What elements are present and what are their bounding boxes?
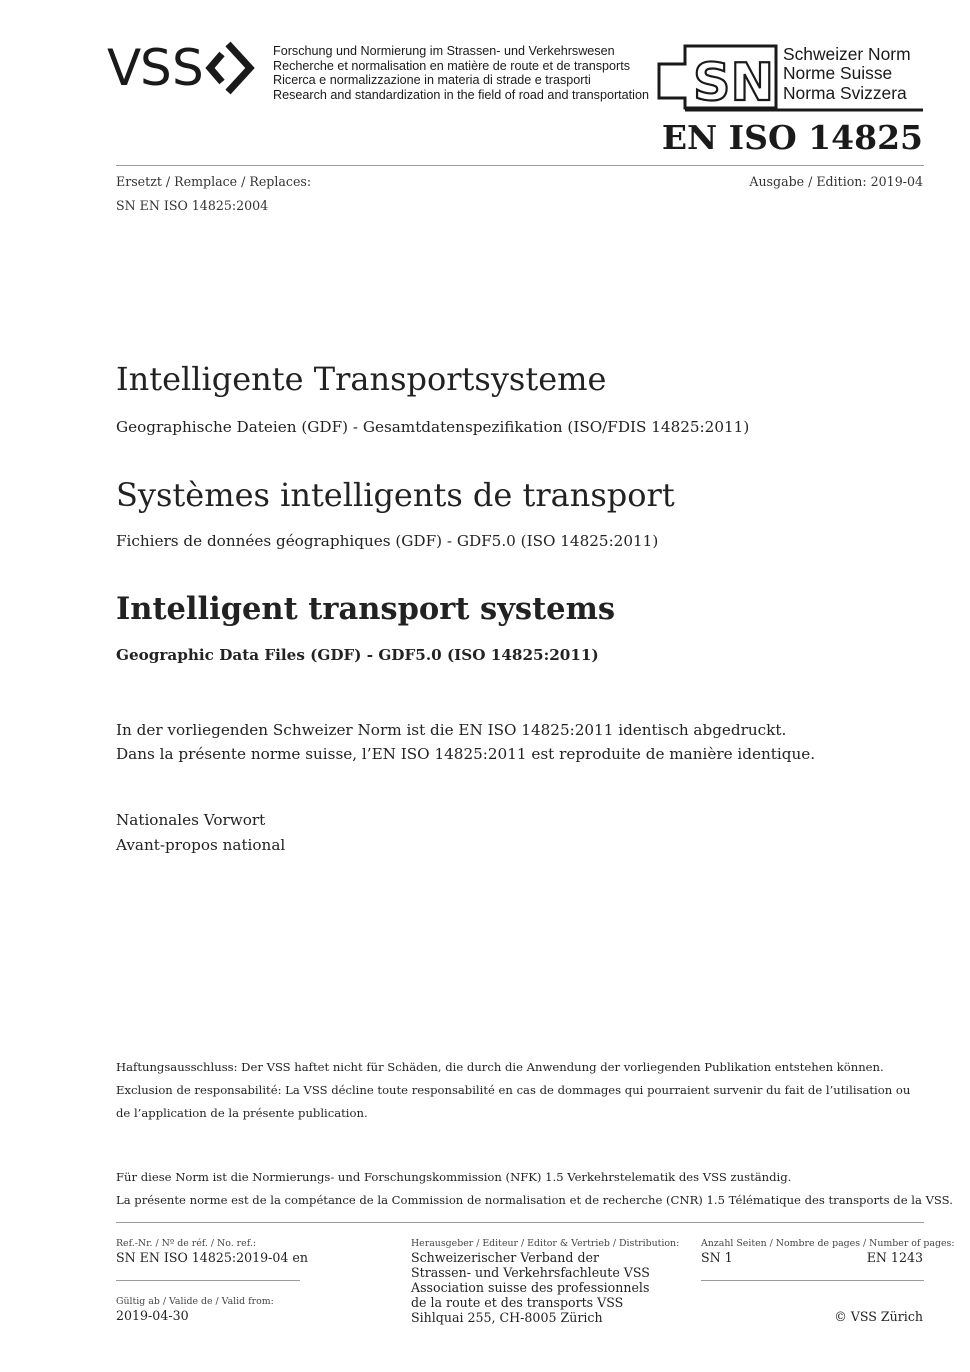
sn-logo-line: Norma Svizzera — [783, 82, 907, 103]
edition-date: Ausgabe / Edition: 2019-04 — [749, 174, 923, 189]
vss-logo-letter: V — [107, 39, 142, 97]
foreword-german: Nationales Vorwort — [116, 811, 266, 829]
sn-logo-line: Schweizer Norm — [783, 44, 911, 64]
vss-tagline-line: Forschung und Normierung im Strassen- und Verkehrswesen — [273, 44, 615, 58]
pages-sn: SN 1 — [701, 1250, 733, 1265]
replaces-value: SN EN ISO 14825:2004 — [116, 198, 269, 213]
sn-logo-text — [783, 45, 911, 103]
competence-line: La présente norme est de la compétance de la Commission de normalisation et de recherche (CNR) 1.5 Télématique des transports de la VSS. — [116, 1193, 953, 1207]
publisher-line: Sihlquai 255, CH-8005 Zürich — [411, 1310, 603, 1325]
footer-divider — [116, 1222, 924, 1223]
sn-logo-line: Norme Suisse — [783, 63, 893, 84]
publisher-address — [411, 1250, 650, 1325]
publisher-line: Association suisse des professionnels — [411, 1280, 650, 1295]
competence-line: Für diese Norm ist die Normierungs- und Forschungskommission (NFK) 1.5 Verkehrstelematik des VSS zuständig. — [116, 1170, 792, 1184]
ref-value: SN EN ISO 14825:2019-04 en — [116, 1250, 308, 1265]
disclaimer-line: Exclusion de responsabilité: La VSS décline toute responsabilité en cas de dommages qui pourraient survenir du fait de l’utilisation ou — [116, 1083, 911, 1097]
disclaimer — [116, 1056, 910, 1125]
pages-en: EN 1243 — [866, 1250, 923, 1265]
disclaimer-line: Haftungsausschluss: Der VSS haftet nicht für Schäden, die durch die Anwendung der vorliegenden Publikation entstehen können. — [116, 1060, 884, 1074]
ref-divider — [116, 1280, 300, 1281]
header-divider — [116, 165, 924, 166]
title-french: Systèmes intelligents de transport — [116, 476, 675, 514]
statement-german: In der vorliegenden Schweizer Norm ist die EN ISO 14825:2011 identisch abgedruckt. — [116, 721, 787, 739]
vss-chevron-icon — [204, 40, 264, 100]
vss-logo-letter: S — [140, 39, 172, 97]
pages-label: Anzahl Seiten / Nombre de pages / Number of pages: — [701, 1238, 955, 1249]
title-english: Intelligent transport systems — [116, 591, 616, 627]
publisher-line: Schweizerischer Verband der — [411, 1250, 599, 1265]
vss-logo-letter: S — [172, 39, 204, 97]
subtitle-english: Geographic Data Files (GDF) - GDF5.0 (ISO 14825:2011) — [116, 646, 599, 664]
publisher-line: de la route et des transports VSS — [411, 1295, 624, 1310]
statement-french: Dans la présente norme suisse, l’EN ISO 14825:2011 est reproduite de manière identique. — [116, 745, 816, 763]
title-german: Intelligente Transportsysteme — [116, 360, 607, 398]
vss-tagline — [273, 44, 649, 102]
valid-value: 2019-04-30 — [116, 1308, 189, 1323]
vss-tagline-line: Research and standardization in the field of road and transportation — [273, 87, 649, 102]
vss-tagline-line: Ricerca e normalizzazione in materia di strade e trasporti — [273, 73, 591, 88]
competence-statement — [116, 1166, 953, 1212]
vss-tagline-line: Recherche et normalisation en matière de route et de transports — [273, 58, 631, 73]
subtitle-german: Geographische Dateien (GDF) - Gesamtdatenspezifikation (ISO/FDIS 14825:2011) — [116, 418, 750, 436]
ref-label: Ref.-Nr. / Nº de réf. / No. ref.: — [116, 1238, 256, 1249]
sn-mark-text: SN — [693, 53, 774, 113]
publisher-line: Strassen- und Verkehrsfachleute VSS — [411, 1265, 650, 1280]
standard-number: EN ISO 14825 — [661, 118, 923, 157]
subtitle-french: Fichiers de données géographiques (GDF) - GDF5.0 (ISO 14825:2011) — [116, 532, 659, 550]
foreword-french: Avant-propos national — [116, 836, 286, 854]
disclaimer-line: de l’application de la présente publication. — [116, 1106, 368, 1120]
valid-label: Gültig ab / Valide de / Valid from: — [116, 1296, 274, 1307]
copyright: © VSS Zürich — [834, 1309, 923, 1324]
publisher-label: Herausgeber / Editeur / Editor & Vertrieb / Distribution: — [411, 1238, 680, 1249]
replaces-label: Ersetzt / Remplace / Replaces: — [116, 174, 312, 189]
pages-divider — [701, 1280, 924, 1281]
